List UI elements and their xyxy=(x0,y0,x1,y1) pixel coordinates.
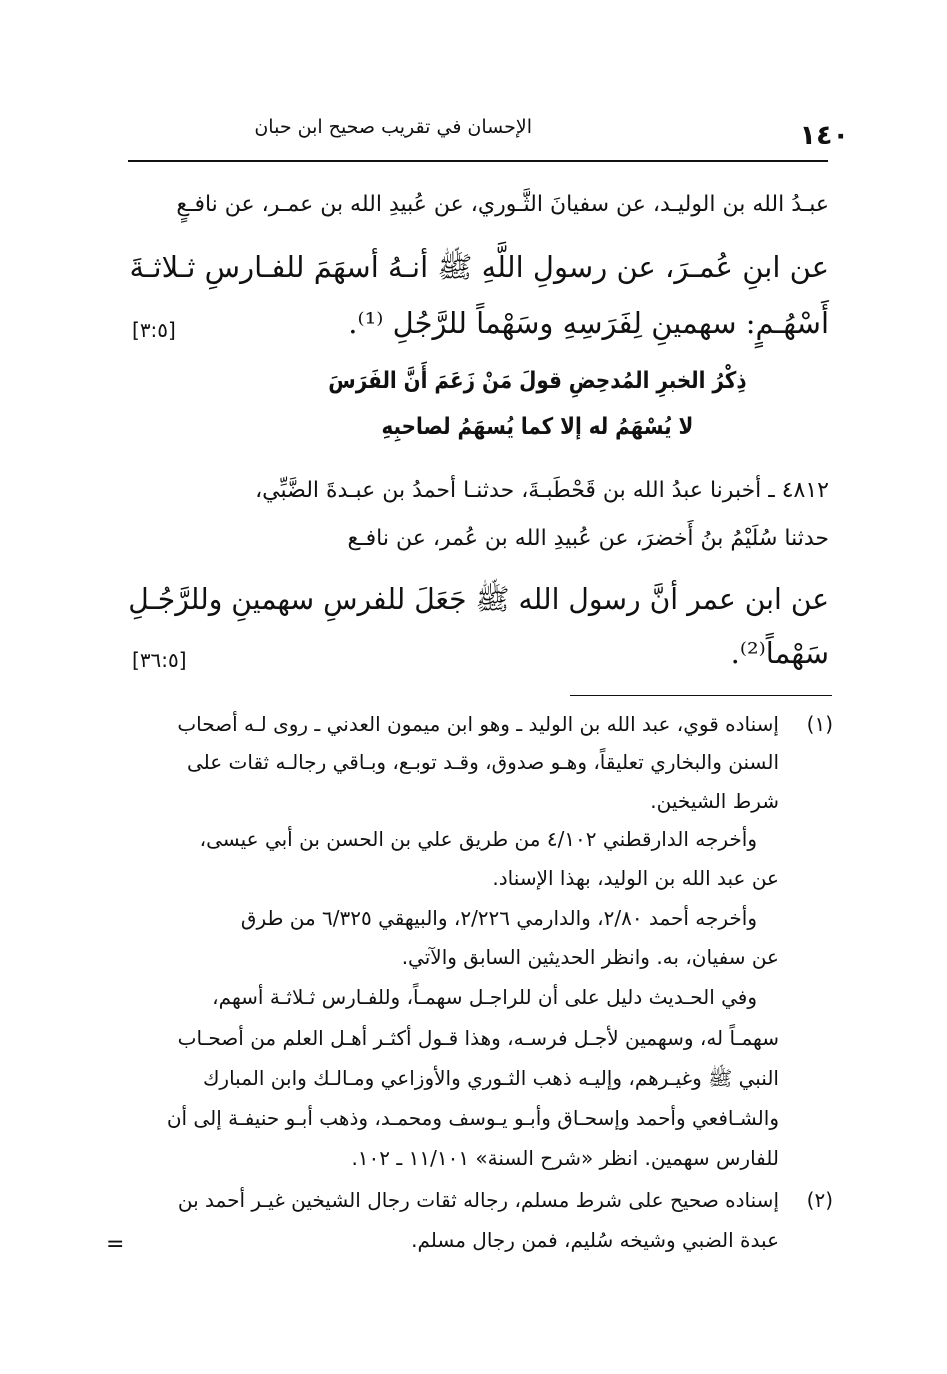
chapter-heading-line: ذِكْرُ الخبرِ المُدحِضِ قولَ مَنْ زَعَمَ أَنَّ الفَرَسَ xyxy=(328,368,747,394)
header-rule xyxy=(128,160,828,162)
footnote-line: وأخرجه الدارقطني ٤/١٠٢ من طريق علي بن الحسن بن أبي عيسى، xyxy=(199,827,757,851)
footnote-line: شرط الشيخين. xyxy=(650,789,779,813)
footnote-line: عن عبد الله بن الوليد، بهذا الإسناد. xyxy=(492,866,779,890)
footnote-line: والشـافعي وأحمد وإسحـاق وأبـو يـوسف ومحمـد، وذهب أبـو حنيفـة إلى أن xyxy=(166,1106,779,1130)
chapter-heading-line: لا يُسْهَمُ له إلا كما يُسهَمُ لصاحبِهِ xyxy=(381,414,694,440)
footnote-line: عبدة الضبي وشيخه سُليم، فمن رجال مسلم. xyxy=(411,1228,779,1252)
footnote-line: إسناده قوي، عبد الله بن الوليد ـ وهو ابن ميمون العدني ـ روى لـه أصحاب xyxy=(177,712,779,736)
footnote-line: وفي الحـديث دليل على أن للراجـل سهمـاً، وللفـارس ثـلاثـة أسهم، xyxy=(212,985,757,1009)
footnote-line: وأخرجه أحمد ٢/٨٠، والدارمي ٢/٢٢٦، والبيهقي ٦/٣٢٥ من طرق xyxy=(240,906,757,930)
footnote-line: النبي ﷺ وغيـرهم، وإليـه ذهب الثـوري والأوزاعي ومـالـك وابن المبارك xyxy=(202,1066,779,1090)
text-line: أَسْهُـمٍ: سهمينِ لِفَرَسِهِ وسَهْماً للرَّجُلِ ⁽¹⁾. xyxy=(348,306,829,340)
continuation-mark: = xyxy=(106,1232,125,1257)
hadith-line: عن ابن عمر أنَّ رسول الله ﷺ جَعَلَ للفرسِ سهمينِ وللرَّجُـلِ xyxy=(128,582,829,616)
footnote-line: للفارس سهمين. انظر «شرح السنة» ١١/١٠١ ـ ١٠٢. xyxy=(351,1146,779,1170)
hadith-line: ٤٨١٢ ـ أخبرنا عبدُ الله بن قَحْطَبـةَ، حدثنـا أحمدُ بن عبـدةَ الضَّبِّي، xyxy=(255,478,829,503)
page-number: ١٤٠ xyxy=(799,120,849,151)
running-header-title: الإحسان في تقريب صحيح ابن حبان xyxy=(254,116,532,138)
reference-marker: [٣:٥] xyxy=(132,318,176,342)
footnote-line: سهمـاً له، وسهمين لأجـل فرسـه، وهذا قـول أكثـر أهـل العلم من أصحـاب xyxy=(177,1026,779,1050)
footnote-line: عن سفيان، به. وانظر الحديثين السابق والآتي. xyxy=(401,945,779,969)
footnote-rule xyxy=(570,695,832,696)
hadith-line: سَهْماً⁽²⁾. xyxy=(730,636,829,670)
reference-marker: [٣٦:٥] xyxy=(132,648,187,672)
footnote-line: إسناده صحيح على شرط مسلم، رجاله ثقات رجال الشيخين غيـر أحمد بن xyxy=(177,1188,779,1212)
footnote-line: السنن والبخاري تعليقاً، وهـو صدوق، وقـد توبـع، وبـاقي رجالـه ثقات على xyxy=(186,750,779,774)
footnote-marker: (٢) xyxy=(806,1188,833,1212)
text-line: عن ابنِ عُمـرَ، عن رسولِ اللَّهِ ﷺ أنـهُ أسهَمَ للفـارسِ ثـلاثـةَ xyxy=(129,250,829,284)
hadith-line: حدثنا سُلَيْمُ بنُ أَخضرَ، عن عُبيدِ الله بن عُمر، عن نافـع xyxy=(347,526,829,551)
text-line: عبـدُ الله بن الوليـد، عن سفيانَ الثَّـوري، عن عُبيدِ الله بن عمـر، عن نافـعٍ xyxy=(176,192,829,217)
footnote-marker: (١) xyxy=(806,712,833,736)
